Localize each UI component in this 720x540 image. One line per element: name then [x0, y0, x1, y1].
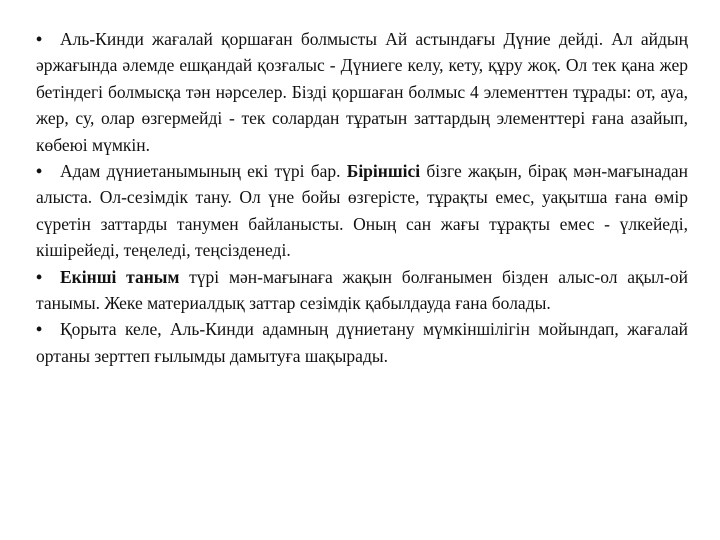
bullet-paragraph-4	[36, 316, 688, 369]
bullet-paragraph-1	[36, 26, 688, 158]
bullet-2-bold-term: Біріншісі	[346, 161, 421, 182]
bullet-2-text: бізге жақын, бірақ мән-мағынадан алыста. Ол-сезімдік тану. Ол үне бойы өзгерісте, тұрақты емес, уақытша ғана өмір сүретін заттарды танумен байланысты. Оның сан жағы тұрақты емес - үлкейеді, кішірейеді, теңеледі, теңсізденеді.	[36, 161, 688, 261]
bullet-2-lead-text: Адам дүниетанымының екі түрі бар.	[60, 161, 347, 182]
bullet-4-text: Қорыта келе, Аль-Кинди адамның дүниетану мүмкіншілігін мойындап, жағалай ортаны зерттеп ғылымды дамытуға шақырады.	[36, 319, 688, 366]
bullet-1-text: Аль-Кинди жағалай қоршаған болмысты Ай астындағы Дүние дейді. Ал айдың әржағында әлемде ешқандай қозғалыс - Дүниеге келу, кету, құру жоқ. Ол тек қана жер бетіндегі болмысқа тән нәрселер. Бізді қоршаған болмыс 4 элементтен тұрады: от, ауа, жер, су, олар өзгермейді - тек солардан тұратын заттардың элементтері ғана азайып, көбеюі мүмкін.	[36, 29, 688, 155]
bullet-marker: •	[36, 29, 43, 49]
bullet-marker: •	[36, 161, 43, 182]
bullet-3-text: түрі мән-мағынаға жақын болғанымен бізден алыс-ол ақыл-ой танымы. Жеке материалдық заттар сезімдік қабылдауда ғана болады.	[36, 266, 688, 314]
bullet-3-bold-term: Екінші таным	[60, 266, 180, 287]
bullet-paragraph-2	[36, 158, 688, 264]
bullet-marker: •	[36, 266, 43, 287]
bullet-marker: •	[36, 319, 43, 340]
bullet-paragraph-3	[36, 264, 688, 317]
slide-text-body	[36, 26, 688, 369]
